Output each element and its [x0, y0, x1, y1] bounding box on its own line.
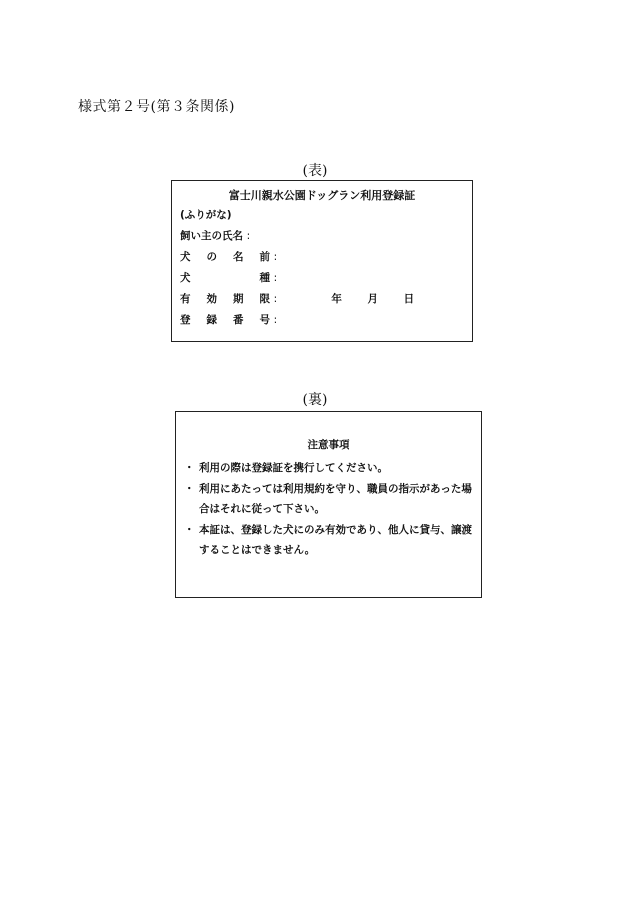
breed-colon: :: [273, 272, 278, 284]
owner-name-colon: :: [246, 230, 251, 242]
date-year: 年: [331, 293, 342, 305]
dog-name-row: [180, 249, 282, 265]
owner-name-row: [180, 228, 255, 244]
breed-label: 犬 種: [180, 272, 270, 284]
registration-card-back: [175, 411, 482, 598]
owner-name-label: 飼い主の氏名: [180, 230, 243, 242]
notice-title: 注意事項: [307, 439, 350, 451]
card-title: 富士川親水公園ドッグラン利用登録証: [228, 189, 416, 202]
furigana-label: (ふりがな): [180, 209, 232, 221]
furigana-row: [180, 207, 232, 223]
dog-name-label: 犬 の 名 前: [180, 251, 270, 263]
registration-number-label: 登 録 番 号: [180, 314, 270, 326]
form-number-title: 様式第２号(第３条関係): [78, 99, 235, 115]
notice-item: [182, 458, 475, 479]
date-month: 月: [367, 293, 378, 305]
expiry-colon: :: [273, 293, 278, 305]
notice-text: 利用にあたっては利用規約を守り、職員の指示があった場合はそれに従って下さい。: [199, 482, 472, 515]
bullet-icon: ・: [184, 462, 195, 474]
registration-number-row: [180, 312, 282, 328]
back-side-label: (裏): [302, 392, 328, 408]
dog-name-colon: :: [273, 251, 278, 263]
front-side-label: (表): [302, 163, 328, 179]
registration-card-front: [171, 180, 473, 342]
bullet-icon: ・: [184, 482, 195, 495]
notice-item: [182, 520, 475, 561]
registration-number-colon: :: [273, 314, 278, 326]
breed-row: [180, 270, 282, 286]
notice-text: 利用の際は登録証を携行してください。: [199, 462, 388, 474]
notice-item: [182, 479, 475, 520]
date-day: 日: [403, 293, 415, 305]
notice-list: [182, 458, 475, 561]
expiry-date: [331, 291, 436, 307]
expiry-label: 有 効 期 限: [180, 293, 270, 305]
notice-text: 本証は、登録した犬にのみ有効であり、他人に貸与、譲渡することはできません。: [199, 523, 472, 556]
bullet-icon: ・: [184, 523, 195, 536]
expiry-row: [180, 291, 436, 307]
